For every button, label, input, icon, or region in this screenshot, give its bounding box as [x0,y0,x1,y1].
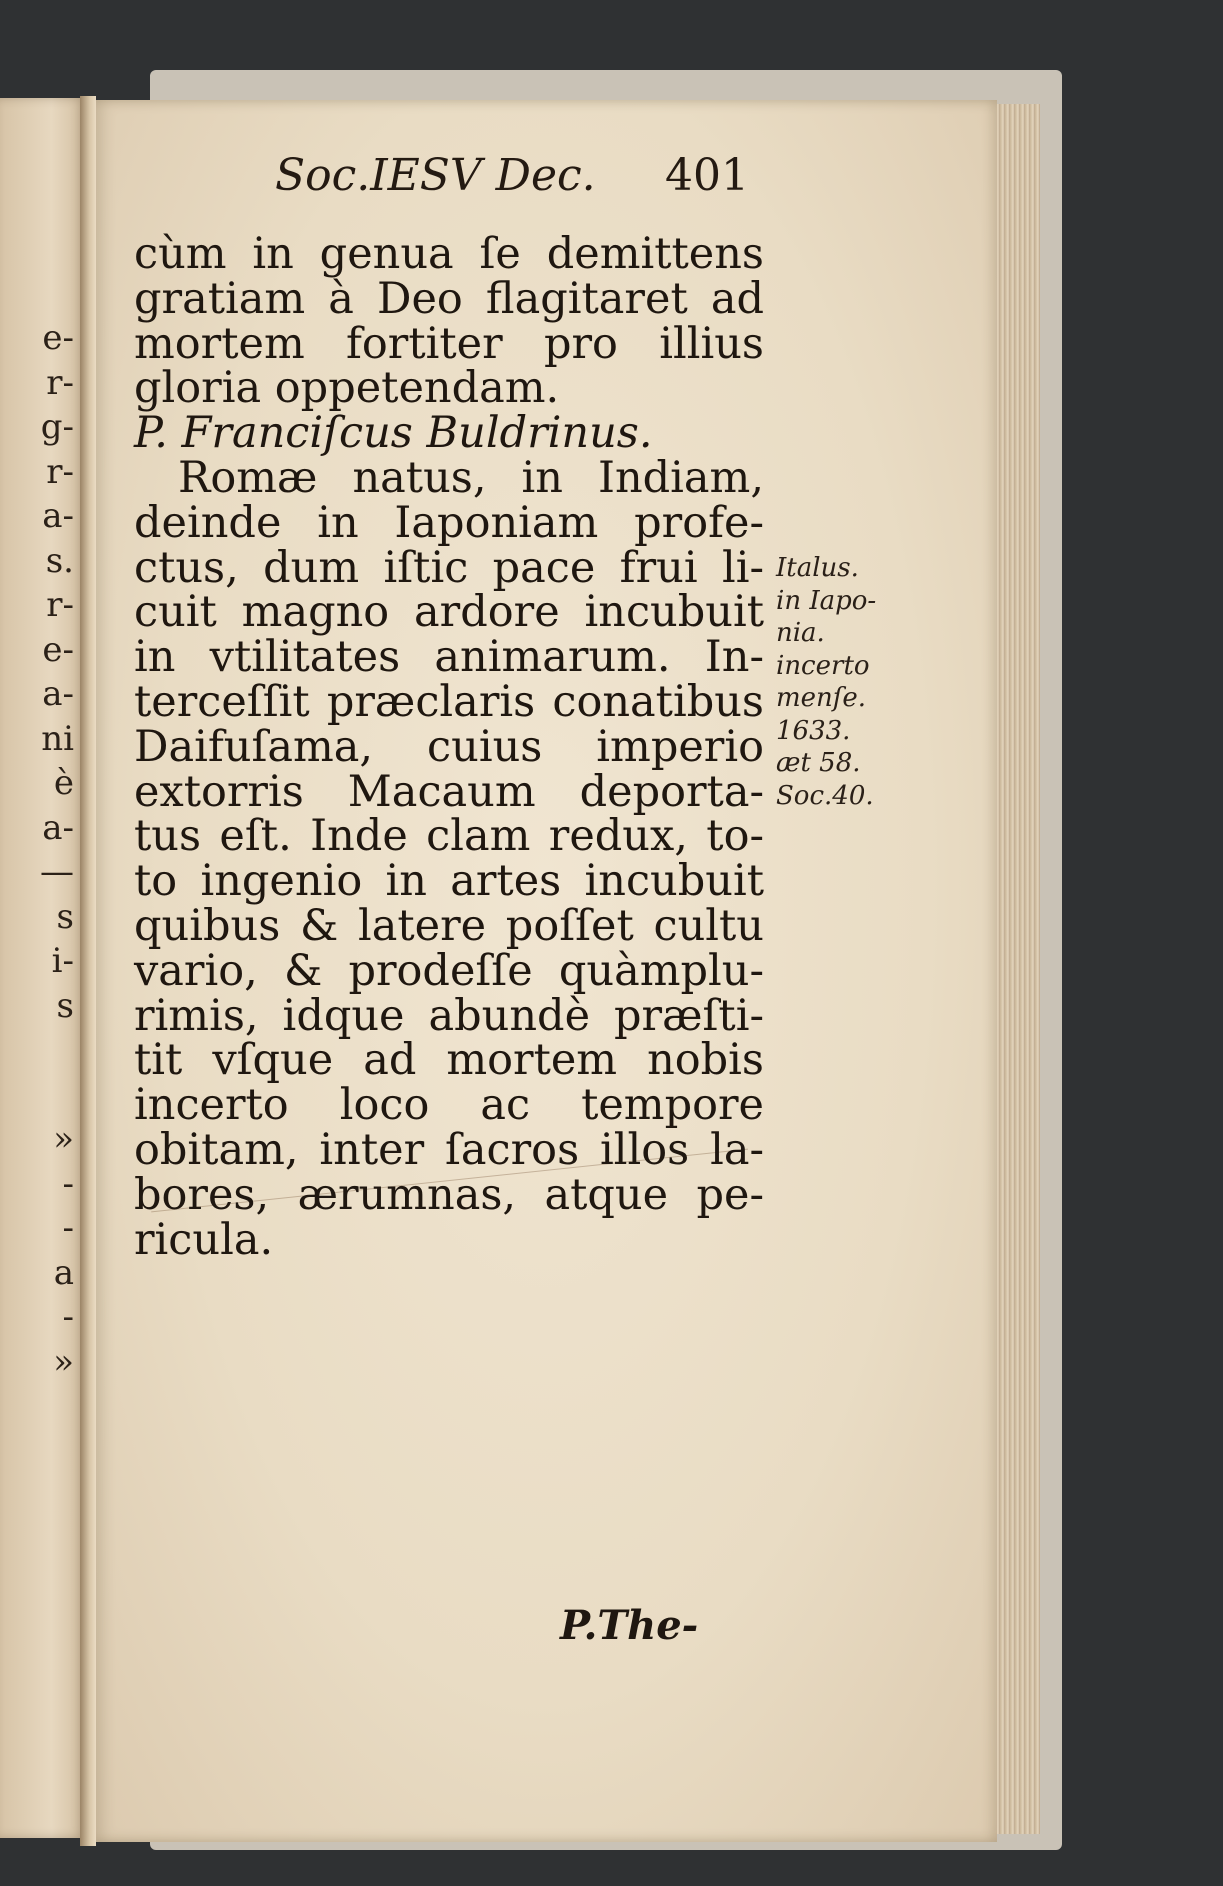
text-line: tus eſt. Inde clam redux, to- [134,811,764,862]
left-fragment: s [56,896,74,937]
left-page [0,98,86,1838]
left-fragment: r- [46,362,74,403]
margin-note-line: 1633. [776,715,851,746]
left-fragment: r- [46,585,74,625]
text-line: Romæ natus, in Indiam, [178,452,764,503]
left-fragment [0,1028,80,1073]
text-line: in vtilitates animarum. In- [134,632,764,683]
body-text [134,229,764,1265]
text-line: terceſſit præclaris conatibus [134,676,764,727]
left-fragment: - [62,1208,74,1248]
left-fragment: e- [42,629,74,670]
page-block-edges [990,104,1040,1834]
left-fragment: - [62,1163,74,1204]
text-line: gloria oppetendam. [134,363,560,414]
left-fragment: — [40,852,74,892]
text-line: tit vſque ad mortem nobis [134,1035,764,1086]
text-line: ricula. [134,1214,274,1265]
left-fragment: a [53,1252,74,1293]
text-line: bores, ærumnas, atque pe- [134,1169,764,1220]
left-fragment: s [56,985,74,1026]
text-line: incerto loco ac tempore [134,1080,764,1131]
text-line: quibus & latere poſſet cultu [134,900,764,951]
text-line: ctus, dum iſtic pace frui li- [134,542,764,593]
page-header [275,150,755,210]
text-line: cuit magno ardore incubuit [134,587,764,638]
margin-note-line: Italus. [776,553,859,583]
left-page-text-fragments [0,316,80,1384]
text-line: mortem fortiter pro illius [134,318,764,369]
left-fragment: » [53,1119,74,1159]
left-fragment: ni [41,718,74,759]
text-line: to ingenio in artes incubuit [134,856,764,907]
margin-note-line: æt 58. [776,748,861,778]
section-heading: P. Franciſcus Buldrinus. [134,408,653,459]
left-fragment: g- [40,407,74,447]
text-line: gratiam à Deo flagitaret ad [134,273,764,324]
margin-note-line: incerto [776,650,870,681]
margin-note-line: menſe. [776,683,867,713]
text-line: vario, & prodeſſe quàmplu- [134,945,764,996]
left-fragment: - [62,1297,74,1337]
margin-note-line: in Iapo- [776,585,877,616]
margin-note [776,552,884,812]
left-fragment: e- [42,318,74,358]
book-gutter [80,96,96,1846]
text-line: extorris Macaum deporta- [134,766,764,817]
margin-note-line: Soc.40. [776,780,874,811]
margin-note-line: nia. [776,618,825,648]
left-fragment: s. [45,540,74,581]
left-fragment: » [53,1341,74,1382]
page-number: 401 [665,150,749,201]
text-line: deinde in Iaponiam profe- [134,497,764,548]
left-fragment: a- [42,674,74,714]
left-fragment: i- [51,941,74,981]
left-fragment: r- [46,451,74,492]
left-fragment: è [53,763,74,803]
text-line: Daifuſama, cuius imperio [134,721,764,772]
text-line: cùm in genua ſe demittens [134,229,764,279]
left-fragment: a- [42,496,74,536]
text-line: rimis, idque abundè præſti- [134,990,764,1041]
catchword: P.The- [560,1602,699,1649]
running-head: Soc.IESV Dec. [275,150,596,201]
left-fragment [0,1073,80,1118]
text-line: obitam, inter ſacros illos la- [134,1124,764,1175]
left-fragment: a- [42,807,74,848]
